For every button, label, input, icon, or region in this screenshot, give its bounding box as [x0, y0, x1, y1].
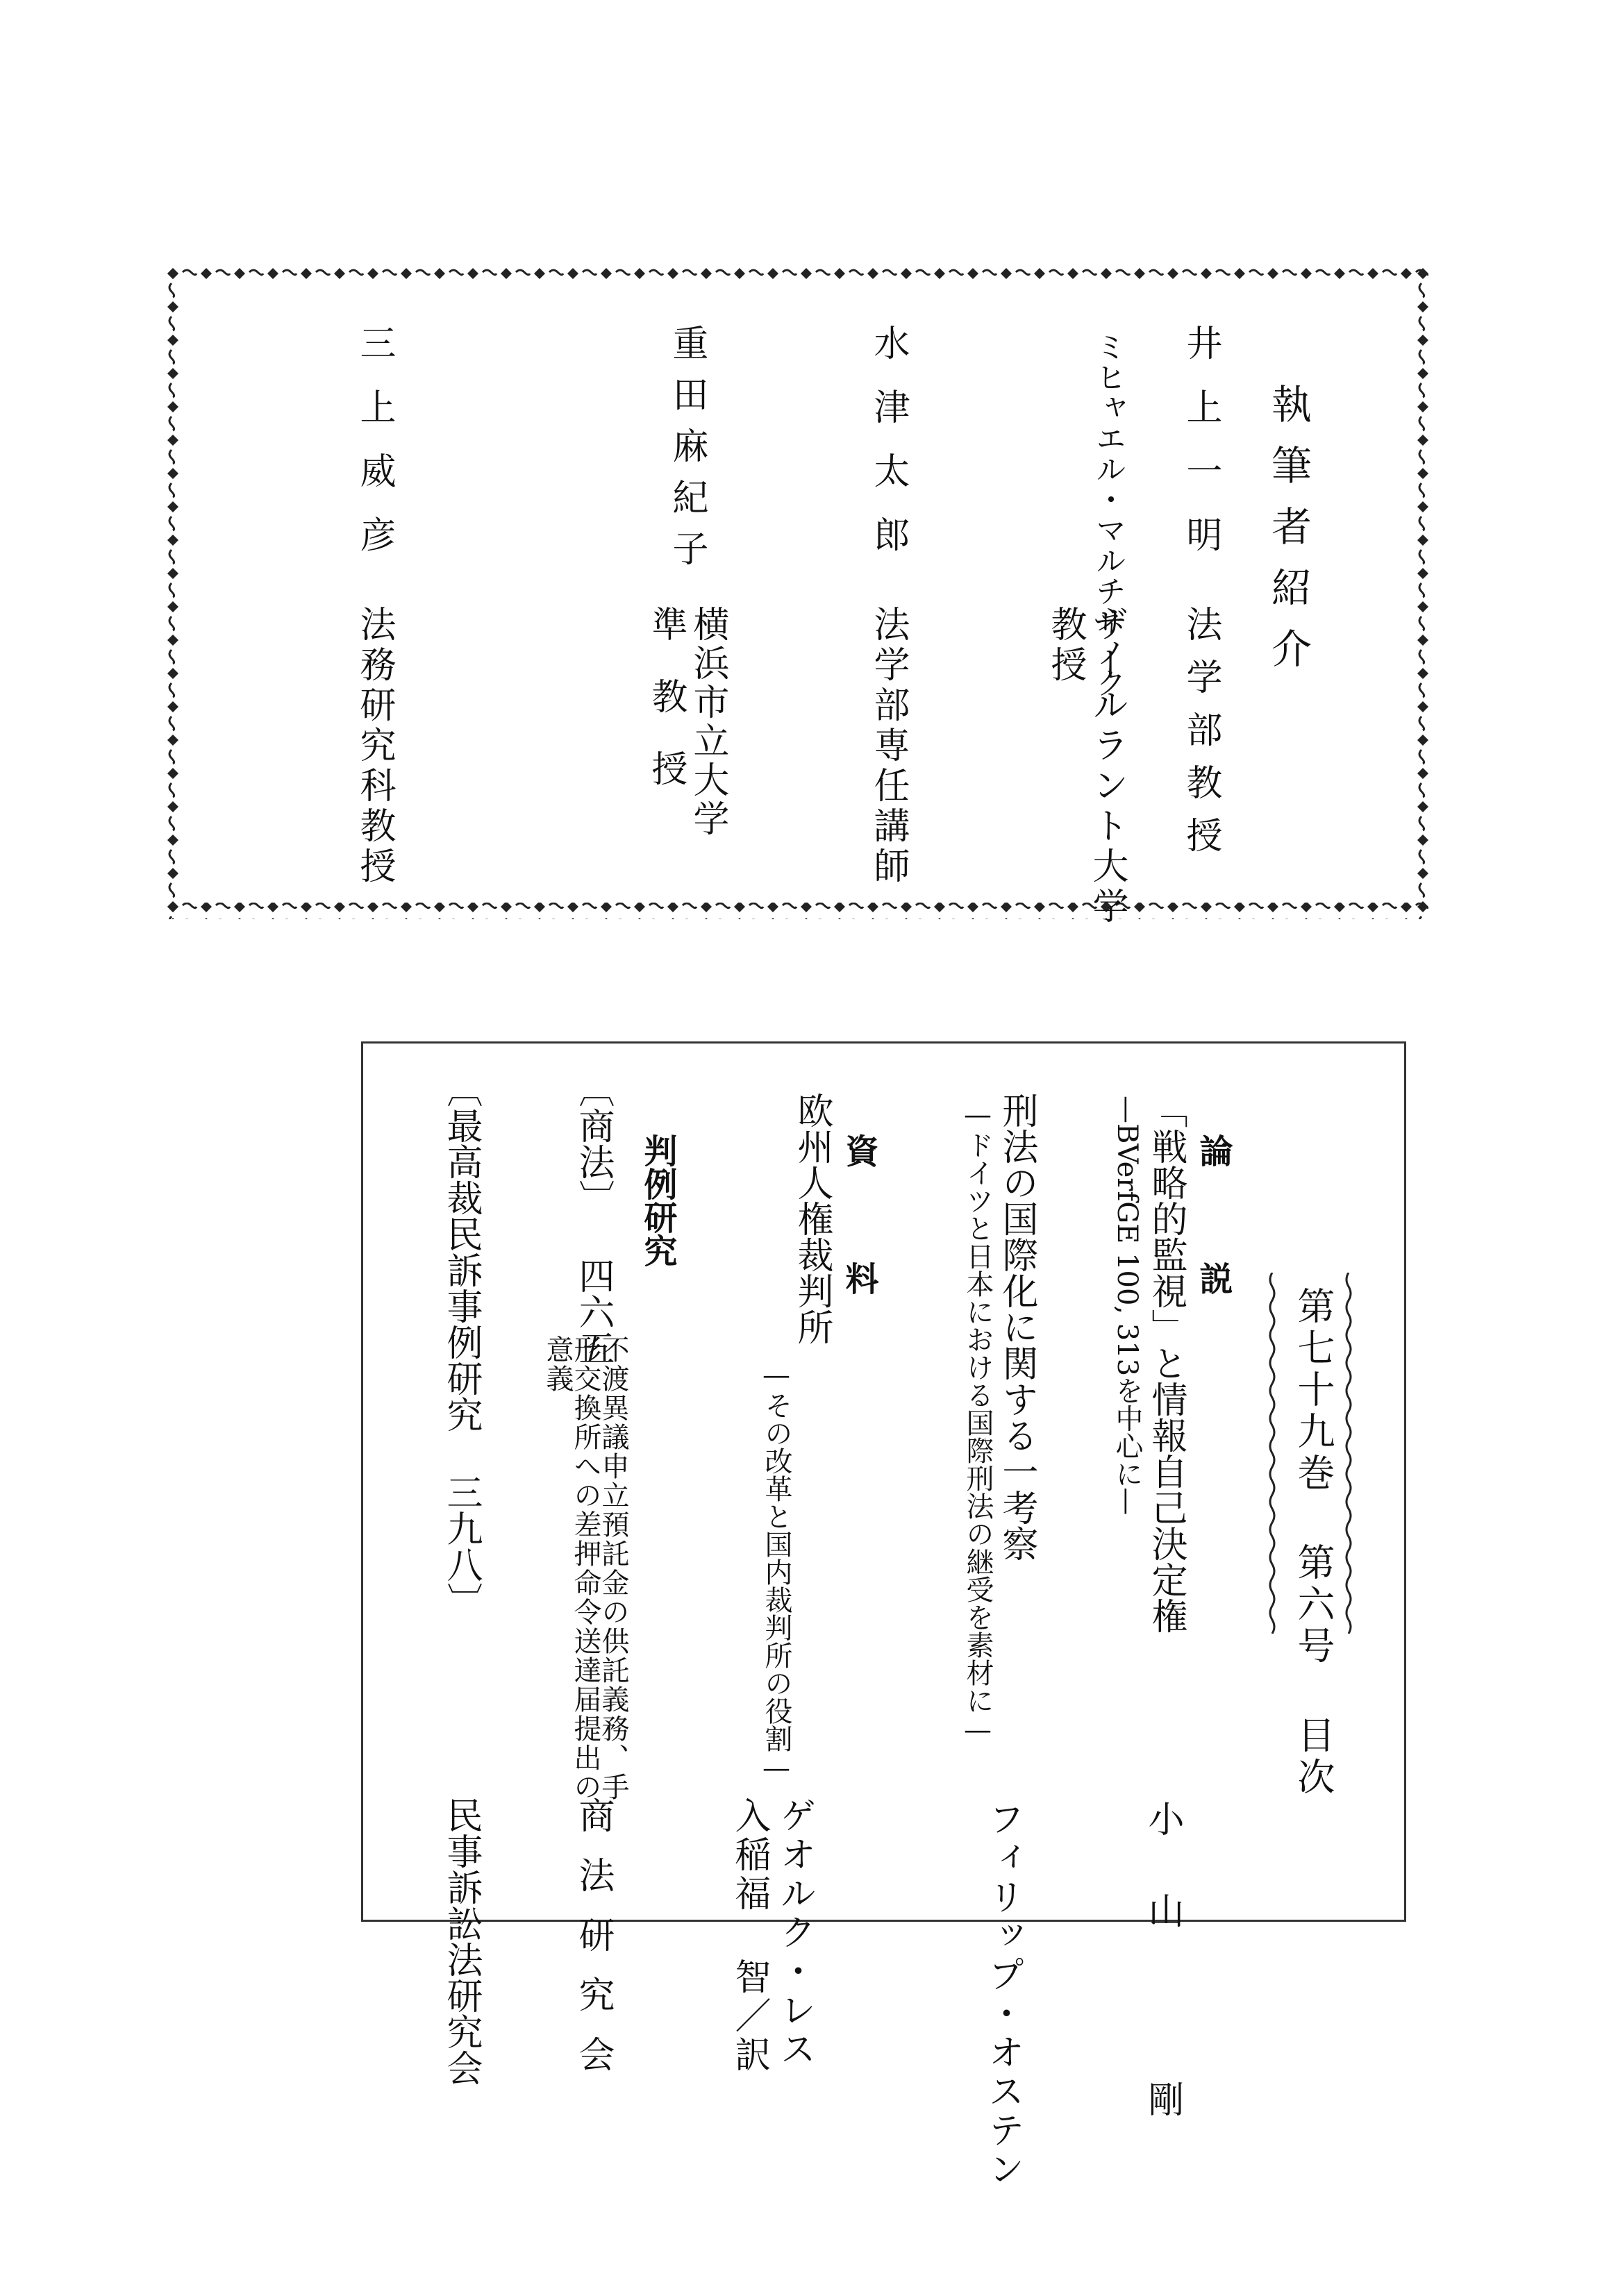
- contributors-title: 執筆者紹介: [1265, 383, 1312, 689]
- toc-entry-title: 欧州人権裁判所: [791, 1092, 833, 1345]
- contributor-name: 重田麻紀子: [666, 324, 708, 581]
- toc-entry-subtitle: —その改革と国内裁判所の役割—: [760, 1359, 792, 1784]
- section-label: 論 説: [1194, 1134, 1233, 1323]
- contributor-name: 水津太郎: [867, 324, 909, 580]
- toc-entry-author: 小山 剛: [1142, 1800, 1183, 2172]
- contributor-affiliation: 法務研究科教授: [353, 605, 395, 887]
- toc-entry-translator: 入稲福 智／訳: [728, 1797, 770, 2075]
- toc-entry-title: 〔最高裁民訴事例研究 三九八〕: [440, 1071, 482, 1618]
- toc-entry-author: 商法研究会: [572, 1797, 614, 2095]
- contributor-name: 井上一明: [1180, 324, 1221, 580]
- contributor-affiliation: 横浜市立大学: [687, 605, 728, 839]
- toc-entry-title: 刑法の国際化に関する一考察: [996, 1092, 1037, 1561]
- toc-entry-title: 〔商法〕 四六五: [572, 1071, 614, 1366]
- contributor-affiliation-role: 準教授: [645, 605, 687, 822]
- toc-entry-subtitle: 意義: [542, 1335, 574, 1393]
- toc-entry-subtitle: 不渡異議申立預託金の供託義務、手: [597, 1335, 629, 1802]
- section-label: 資 料: [840, 1134, 878, 1323]
- toc-entry-author: フィリップ・オステン: [982, 1800, 1024, 2189]
- section-label: 判例研究: [638, 1134, 677, 1267]
- contributors-box: [165, 265, 1428, 928]
- contributor-affiliation: ザールラント大学: [1086, 605, 1128, 928]
- contributor-name: 三上威彦: [353, 324, 395, 580]
- toc-heading: 第七十九巻 第六号 目次: [1292, 1287, 1335, 1799]
- toc-entry-title: 「戦略的監視」と情報自己決定権: [1145, 1092, 1187, 1634]
- contributor-affiliation: 法学部教授: [1180, 605, 1221, 869]
- toc-box: [361, 1041, 1406, 2189]
- toc-entry-author: 民事訴訟法研究会: [440, 1797, 482, 2086]
- contributor-affiliation: 法学部専任講師: [867, 605, 909, 887]
- toc-entry-subtitle: 形交換所への差押命令送達届提出の: [569, 1335, 601, 1802]
- toc-entry-author: ゲオルク・レス: [774, 1797, 815, 2069]
- toc-entry-subtitle: —BVerfGE 100, 313を中心に—: [1111, 1096, 1143, 1516]
- contributor-name: ミヒャエル・マルチネノク: [1090, 331, 1126, 698]
- toc-entry-subtitle: —ドイツと日本における国際刑法の継受を素材に—: [962, 1099, 994, 1746]
- contributor-affiliation-role: 教授: [1044, 605, 1086, 686]
